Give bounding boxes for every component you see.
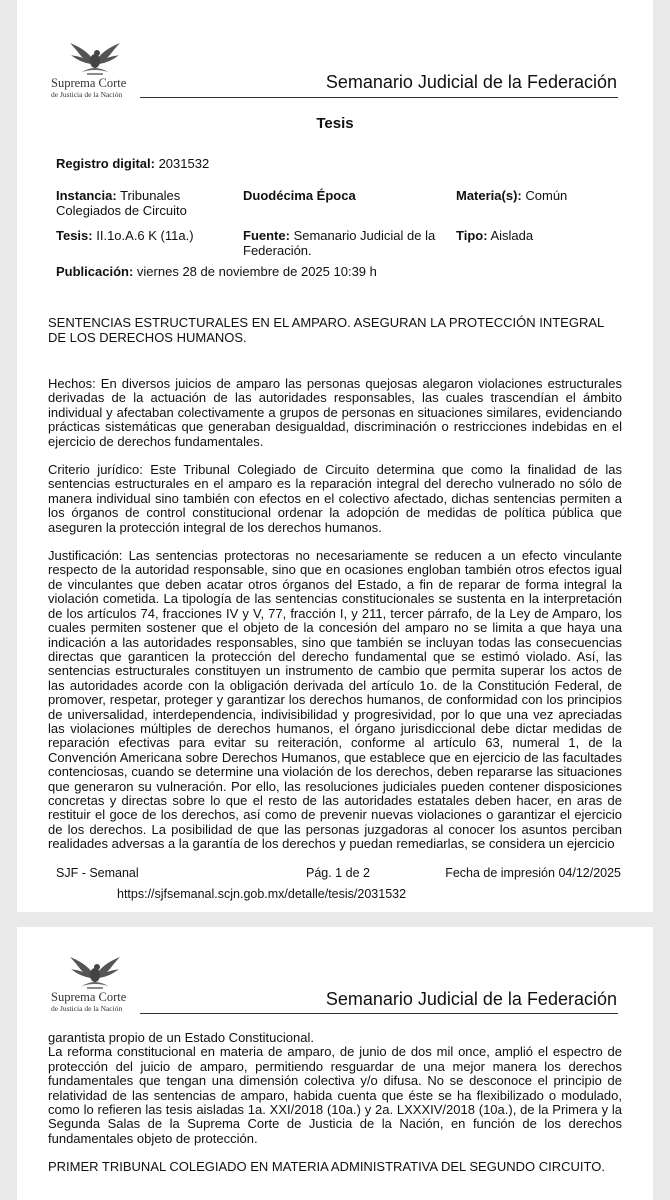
instancia-label: Instancia: [56, 188, 117, 203]
instancia-value-1: Tribunales [120, 188, 181, 203]
footer-page: Pág. 1 de 2 [306, 866, 370, 880]
hechos-paragraph: Hechos: En diversos juicios de amparo las personas quejosas alegaron violaciones estructurales derivadas de la actuación de las autoridades responsables, las cuales trascendían el ámbito individual y afectaban colectivamente a grupos de personas en situaciones similares, evidenciando prácticas sistemáticas que generaban desigualdad, discriminación o restricciones indebidas en el ejercicio de derechos fundamentales. [48, 376, 622, 449]
publicacion [56, 264, 377, 279]
registro-label: Registro digital: [56, 156, 155, 171]
tesis-label: Tesis: [56, 228, 93, 243]
registro-digital [56, 156, 209, 171]
criterio-paragraph: Criterio jurídico: Este Tribunal Colegiado de Circuito determina que como la finalidad de las sentencias estructurales en el amparo es la reparación integral del derecho vulnerado no sólo de manera individual sino también con efectos en el colectivo afectado, dichas sentencias permiten a los órganos de control constitucional ordenar la adopción de medidas de política pública que aseguren la protección integral de los derechos humanos. [48, 462, 622, 535]
tipo-label: Tipo: [456, 228, 488, 243]
epoca-value: Duodécima Época [243, 188, 356, 203]
tesis-body-continued [48, 1031, 622, 1189]
eagle-emblem-icon [69, 954, 121, 990]
logo-text-main: Suprema Corte [51, 990, 127, 1004]
logo-text-sub: de Justicia de la Nación [51, 1004, 123, 1013]
publicacion-label: Publicación: [56, 264, 134, 279]
logo-text-main: Suprema Corte [51, 76, 127, 90]
document-page-1 [17, 0, 653, 912]
publicacion-value: viernes 28 de noviembre de 2025 10:39 h [136, 264, 377, 279]
page-header [51, 40, 617, 100]
materia [456, 188, 567, 203]
eagle-emblem-icon [69, 40, 121, 76]
doc-type-title: Tesis [316, 115, 354, 132]
continued-paragraph: garantista propio de un Estado Constitucional. [48, 1030, 314, 1045]
logo-text-sub: de Justicia de la Nación [51, 90, 123, 99]
materia-value: Común [525, 188, 568, 203]
tesis-value: II.1o.A.6 K (11a.) [96, 228, 194, 243]
tesis-rubro: SENTENCIAS ESTRUCTURALES EN EL AMPARO. ASEGURAN LA PROTECCIÓN INTEGRAL DE LOS DERECHOS HUMANOS. [48, 315, 604, 345]
instancia-value-2: Colegiados de Circuito [56, 203, 187, 218]
materia-label: Materia(s): [456, 188, 522, 203]
scjn-logo [51, 954, 141, 1014]
tesis-body [48, 377, 622, 852]
tesis-number [56, 228, 194, 243]
document-page-2 [17, 927, 653, 1200]
footer-url[interactable]: https://sjfsemanal.scjn.gob.mx/detalle/tesis/2031532 [117, 887, 407, 901]
footer-print-date: Fecha de impresión 04/12/2025 [445, 866, 621, 880]
instancia [56, 188, 241, 218]
fuente [243, 228, 443, 258]
reforma-paragraph: La reforma constitucional en materia de amparo, de junio de dos mil once, amplió el espectro de protección del juicio de amparo, permitiendo resguardar de una mejor manera los derechos fundamentales que tengan una dimensión colectiva y/o difusa. No se desconoce el principio de relatividad de las sentencias de amparo, habida cuenta que éste se ha flexibilizado o modulado, como lo refieren las tesis aisladas 1a. XXI/2018 (10a.) y 2a. LXXXIV/2018 (10a.), de la Primera y la Segunda Salas de la Suprema Corte de Justicia de la Nación, en función de los derechos fundamentales objeto de protección. [48, 1044, 622, 1146]
tipo-value: Aislada [490, 228, 534, 243]
fuente-value-1: Semanario Judicial de la [293, 228, 436, 243]
header-title: Semanario Judicial de la Federación [325, 989, 617, 1009]
tribunal-name: PRIMER TRIBUNAL COLEGIADO EN MATERIA ADMINISTRATIVA DEL SEGUNDO CIRCUITO. [48, 1159, 605, 1175]
epoca [243, 188, 356, 203]
header-rule [140, 97, 618, 98]
header-rule [140, 1013, 618, 1014]
tipo [456, 228, 533, 243]
header-title: Semanario Judicial de la Federación [325, 72, 617, 92]
registro-value: 2031532 [158, 156, 210, 171]
scjn-logo [51, 40, 141, 100]
fuente-label: Fuente: [243, 228, 290, 243]
justificacion-paragraph: Justificación: Las sentencias protectoras no necesariamente se reducen a un efecto vinculante respecto de la autoridad responsable, sino que en ocasiones engloban también otros efectos igual de vinculantes que deben acatar otros órganos del Estado, a fin de reparar de forma integral la violación cometida. La tipología de las sentencias constitucionales se sustenta en la interpretación de los artículos 74, fracciones IV y V, 77, fracción I, y 211, tercer párrafo, de la Ley de Amparo, los cuales permiten sostener que el objeto de la concesión del amparo no se limita a que haya una indicación a las autoridades responsables, sino que también se incluyan todas las consecuencias directas que garanticen la protección del derecho fundamental que se estimó violado. Así, las sentencias estructurales constituyen un instrumento de cambio que permita superar los actos de las autoridades acorde con la obligación derivada del artículo 1o. de la Constitución Federal, de promover, respetar, proteger y garantizar los derechos humanos, de conformidad con los principios de universalidad, interdependencia, indivisibilidad y progresividad, por lo que una vez apreciadas las violaciones múltiples de derechos humanos, el órgano jurisdiccional debe dictar medidas de reparación efectivas para evitar su reiteración, conforme al artículo 63, numeral 1, de la Convención Americana sobre Derechos Humanos, que establece que en ejercicio de las facultades contenciosas, cuando se determine una violación de los derechos, deben repararse las situaciones que generaron su vulneración. Por ello, las resoluciones judiciales pueden contener disposiciones concretas y directas sobre lo que el resto de las autoridades estatales deben hacer, en aras de restituir el goce de los derechos, así como de prevenir nuevas violaciones o garantizar el ejercicio de los derechos. La posibilidad de que las personas juzgadoras al conocer los asuntos perciban realidades adversas a la garantía de los derechos y puedan remediarlas, se considera un ejercicio [48, 548, 622, 852]
footer-left: SJF - Semanal [56, 866, 139, 880]
page-header [51, 954, 617, 1014]
fuente-value-2: Federación. [243, 243, 312, 258]
